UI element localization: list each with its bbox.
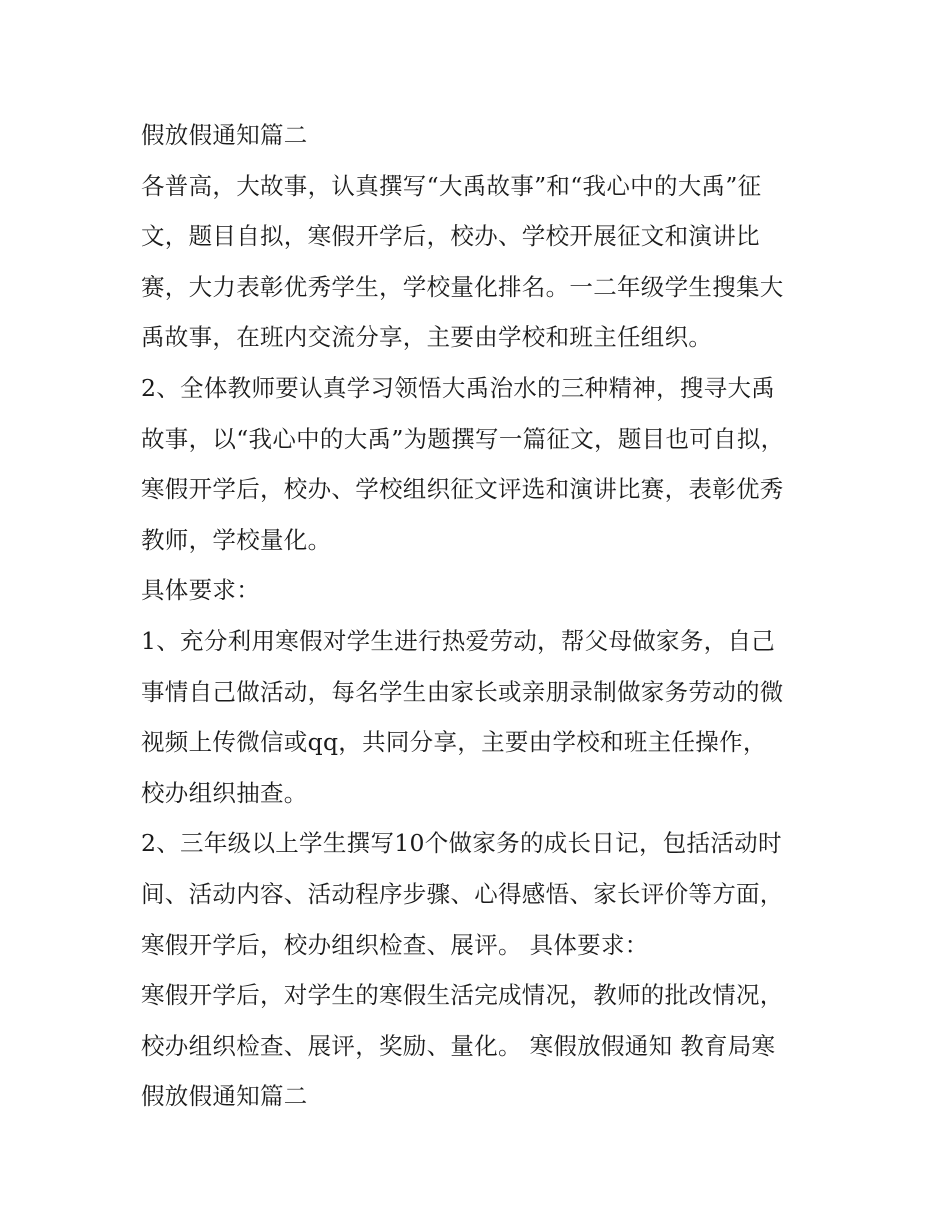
text-line: 校办组织抽查。 (141, 778, 308, 807)
text-line: 寒假开学后，校办组织检查、展评。 具体要求： (141, 930, 649, 959)
text-line: 事情自己做活动，每名学生由家长或亲朋录制做家务劳动的微 (141, 677, 784, 706)
text-line: 赛，大力表彰优秀学生，学校量化排名。一二年级学生搜集大 (141, 272, 784, 301)
text-line: 1、充分利用寒假对学生进行热爱劳动，帮父母做家务，自己 (141, 626, 776, 655)
document-body (141, 110, 821, 1122)
text-line: 视频上传微信或qq，共同分享，主要由学校和班主任操作， (141, 728, 767, 757)
text-line: 2、三年级以上学生撰写10个做家务的成长日记，包括活动时 (141, 829, 782, 858)
text-line: 禹故事，在班内交流分享，主要由学校和班主任组织。 (141, 323, 713, 352)
text-line: 故事，以“我心中的大禹”为题撰写一篇征文，题目也可自拟， (141, 424, 785, 453)
text-line: 假放假通知篇二 (141, 1082, 308, 1111)
text-line: 假放假通知篇二 (141, 121, 308, 149)
section-heading: 具体要求： (141, 576, 260, 605)
text-line: 间、活动内容、活动程序步骤、心得感悟、家长评价等方面， (141, 879, 784, 908)
text-line: 寒假开学后，对学生的寒假生活完成情况，教师的批改情况， (141, 981, 784, 1010)
text-line: 校办组织检查、展评，奖励、量化。 寒假放假通知 教育局寒 (141, 1031, 776, 1060)
text-line: 各普高，大故事，认真撰写“大禹故事”和“我心中的大禹”征 (141, 171, 762, 200)
text-line: 教师，学校量化。 (141, 525, 332, 554)
text-line: 2、全体教师要认真学习领悟大禹治水的三种精神，搜寻大禹 (141, 373, 776, 402)
text-line: 文，题目自拟，寒假开学后，校办、学校开展征文和演讲比 (141, 222, 760, 251)
text-line: 寒假开学后，校办、学校组织征文评选和演讲比赛，表彰优秀 (141, 475, 784, 504)
